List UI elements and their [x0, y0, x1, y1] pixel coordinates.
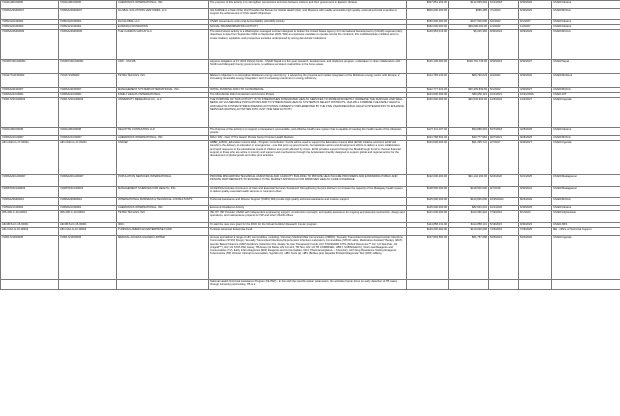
table-cell-office: USAID-DIT — [552, 93, 620, 98]
table-cell-start-date: 2/7/2017 — [489, 141, 519, 175]
table-cell-recipient: INTERNATIONAL BUSINESS & TECHNICAL CONSULTANTS — [117, 198, 209, 206]
table-cell-start-date: 5/19/2015 — [489, 223, 519, 228]
table-cell-description: To start the new core grant for the IFDC for the Virtual Fertilizer Research Center program. — [209, 223, 407, 228]
table-cell-description: HBBR_E.BOD_Education Cannot Wait - Program Contribution: Funds will be used to support the Education Cannot Wait (ECW) initiative and fund. ECW will transform the delivery of education in emergencies - one that joins up governments, humanitarian actors and development efforts to deliver a more collaborative and rapid response to the educational needs of children and youth affected by crises. ECW provides support through the Breakthrough Fund to channel financial support to those who are active in country and support and mechanisms through the Acceleration Facility designed to support global and regional actors for the development of global goods and other joint activities. — [209, 141, 407, 175]
table-cell-start-date: 6/27/2018 — [489, 128, 519, 136]
table-cell-obligated: $137,311,167.00 — [407, 128, 449, 136]
table-cell-description: The Asia Futures activity is a Washington-managed contract designed to bolster the United States Agency for International Development's (USAID) regional policy objectives in Asia from September 2024 to September 2029. With an expansive mandate to operate across the continent, this multidisciplinary initiative aims to create resilient, equitable, and prosperous societies underpinned by strong democratic institutions. — [209, 30, 407, 60]
table-row — [1, 228, 620, 236]
table-cell-obligated: $132,000,000.00 — [407, 175, 449, 187]
table-cell-recipient: CHEMONICS INTERNATIONAL, INC. — [117, 1, 209, 9]
table-cell-office: USAID/Afghanistan — [552, 211, 620, 223]
table-cell-recipient: UNICEF — [117, 141, 209, 175]
table-cell-obligated: $140,000,000.00 — [407, 98, 449, 128]
table-cell-award-id-a: 72052122C00001 — [1, 20, 59, 25]
table-cell-start-date: 7/19/2016 — [489, 211, 519, 223]
table-cell-award-id-b: 72068718CA00003 — [59, 187, 117, 198]
table-cell-obligated: $150,000,000.00 — [407, 20, 449, 25]
table-cell-award-id-b: 72061723CA00003 — [59, 98, 117, 128]
table-cell-end-date: 6/1/2027 — [519, 20, 552, 25]
table-cell-office: USAID/M/OAA — [552, 136, 620, 141]
table-cell-obligated: $121,000,000.00 — [407, 211, 449, 223]
table-cell-description: Economic Resilience Activity — [209, 206, 407, 211]
table-cell-obligated: $128,500,000.00 — [407, 187, 449, 198]
table-cell-description: procure and deliver a range of HIV commodities, including; Voluntary Medical Male Circumcision (VMMC); Sexually Transmitted Infections/Opportunistic Infections Commodities (STI/OI Drugs); Sexually Transmitted Infections/Opportunistic Infections Laboratory Commodities (STI/OI Labs); Medication Assisted Therapy (MAT); Gender Based Violence (GBV) Evidence Collection Kits; Ready-To-Use Therapeutic Foods; HIV STANDARD KITS (Abbott Determine™ 1/2, 1/2 Stat-Pak, 1/2 Unigold™), HIV 1/2 STAT-PAK Assay, TB Assay (GI Bethe HIV 1/2 a13, TB Test, HIV 1/2 TB COMBINED, HBST, SUBSCHECK); Viral Load Reagents and Consumables (TV); Early Infant Diagnosis (EID) Reagents and Consumables; CD4; Pharmacovigilance – Chemistry; HIV Drug Resistance Testing Reagents; Tuberculosis (TB) Clinical; Clinical Consumables, Syphilis (U), HBV Tests (q), HBV (Bottles (anti Hepatitis B Rapid Diagnostic Test (RDT) HBsAg — [209, 236, 407, 280]
table-cell-office: USAID/Uganda — [552, 98, 620, 128]
table-cell-obligated: $120,000,000.00 — [407, 228, 449, 236]
table-cell-recipient: MANAGEMENT SCIENCES FOR HEALTH, INC. — [117, 187, 209, 198]
table-cell-recipient: TETRA TECH ES, INC. — [117, 211, 209, 223]
table-cell-recipient: GLOBAL SOLUTIONS VENTURES, LLC — [117, 9, 209, 20]
table-cell-outlays: $123,826,000 — [449, 198, 489, 206]
table-cell-recipient: MANAGEMENT SYSTEMS INTERNATIONAL, INC. — [117, 88, 209, 93]
table-cell-end-date: 12/4/2027 — [519, 98, 552, 128]
table-cell-start-date: 10/25/2024 — [489, 198, 519, 206]
table-cell-award-id-b: 72066A24M00009 — [59, 30, 117, 60]
table-cell-outlays: $82,604,201 — [449, 206, 489, 211]
table-cell-end-date — [519, 280, 552, 290]
table-cell-office: USAID/Nepal — [552, 60, 620, 74]
table-cell-award-id-a: 72066A24M00010 — [1, 198, 59, 206]
table-cell-award-id-b: AID-BFS-IO-15-00001 — [59, 223, 117, 228]
table-cell-outlays — [449, 280, 489, 290]
table-cell-start-date: 5/25/2021 — [489, 236, 519, 280]
table-cell-office: USAID/Ukraine — [552, 20, 620, 25]
table-cell-award-id-a — [1, 280, 59, 290]
table-cell-office: USAID/Moldova — [552, 74, 620, 88]
table-cell-award-id-a: AID-OAA-G-16-00004 — [1, 228, 59, 236]
table-cell-award-id-a: 7204FP19CA00001 — [1, 60, 59, 74]
table-cell-start-date: 9/7/2018 — [489, 187, 519, 198]
table-cell-outlays: $46,309,839.66 — [449, 88, 489, 93]
table-cell-award-id-b: 72066A22F00007 — [59, 88, 117, 93]
table-cell-award-id-a: 72066A21C00007 — [1, 136, 59, 141]
table-cell-obligated: $137,863,581.00 — [407, 236, 449, 280]
table-cell-award-id-b: 72052122C00001 — [59, 20, 117, 25]
table-row — [1, 74, 620, 88]
table-cell-recipient: TUNISIAN-AMERICAN ENTERPRISE FUND — [117, 228, 209, 236]
table-cell-obligated: $144,783,130.00 — [407, 74, 449, 88]
table-cell-award-id-b: AID-OAA-G-16-00004 — [59, 228, 117, 236]
table-cell-end-date: 8/1/2023 — [519, 211, 552, 223]
table-cell-recipient: UNIVERSITY RESEARCH CO., LLC — [117, 98, 209, 128]
table-cell-end-date: 1/2/2027 — [519, 25, 552, 30]
table-cell-outlays: $66,050,119 — [449, 93, 489, 98]
table-cell-start-date: 10/1/2021 — [489, 93, 519, 98]
table-row — [1, 128, 620, 136]
table-cell-award-id-b: 72066A21C00007 — [59, 136, 117, 141]
table-cell-award-id-a: 72068718CA00003 — [1, 187, 59, 198]
table-cell-obligated: $114,858,131.00 — [407, 223, 449, 228]
table-cell-office: USAID/M/OAA — [552, 88, 620, 93]
table-cell-end-date: 10/31/2026 — [519, 93, 552, 98]
table-cell-recipient: THE CADMUS GROUP LLC — [117, 30, 209, 60]
table-cell-description: GH-SURGE is a Task Order that Provides the Bureau for Global Health (GH), and Missions with readily accessible high quality, external technical expertise to support the achievement of USG Health Objectives. — [209, 9, 407, 20]
table-cell-office — [552, 280, 620, 290]
table-row — [1, 30, 620, 60]
table-cell-office: USAID/M/OAA — [552, 9, 620, 20]
table-cell-office: USAID/Ukraine — [552, 25, 620, 30]
table-cell-obligated: $146,100,000.00 — [407, 60, 449, 74]
table-cell-start-date: 9/27/2021 — [489, 136, 519, 141]
table-cell-outlays: $107,000,000 — [449, 20, 489, 25]
table-row — [1, 9, 620, 20]
table-cell-recipient: CHEMONICS INTERNATIONAL, INC. — [117, 136, 209, 141]
table-cell-award-id-a: 72061721F00005 — [1, 236, 59, 280]
table-cell-description: ACCESS/Accelerate Continuum of Care and Essential Services Sustained: Strengthening Service Delivery to increase the capacity of the Malagasy health system to deliver quality essential health services in rural and urban. — [209, 187, 407, 198]
table-cell-award-id-a: 72052122C00003 — [1, 25, 59, 30]
table-cell-award-id-b: 72066A24M00007 — [59, 9, 117, 20]
table-cell-recipient — [117, 280, 209, 290]
table-cell-outlays: $109,791,746.00 — [449, 60, 489, 74]
table-cell-end-date: 7/26/2025 — [519, 228, 552, 236]
table-cell-recipient: POPULATION SERVICES INTERNATIONAL — [117, 175, 209, 187]
table-cell-start-date: 5/1/2022 — [489, 88, 519, 93]
table-cell-obligated: $149,953,013.00 — [407, 30, 449, 60]
table-cell-start-date: 12/5/2022 — [489, 98, 519, 128]
table-cell-outlays: $33,777,964 — [449, 136, 489, 141]
table-cell-award-id-a: 72021118C00006 — [1, 1, 59, 9]
table-cell-recipient: MEDICAL ACCESS UGANDA LIMITED — [117, 236, 209, 280]
table-cell-description: National Health Technical Assistance Program (NHTAP) - In line with the specific waiver parameters, the activities herein focus on early detection of TB cases through screening and testing, TB is a — [209, 280, 407, 290]
table-cell-recipient: CRS - USCCB — [117, 60, 209, 74]
table-cell-award-id-b: 72052021C00001 — [59, 206, 117, 211]
table-cell-end-date: 9/30/2026 — [519, 74, 552, 88]
table-cell-office: USAID/Madagascar — [552, 187, 620, 198]
table-cell-obligated: $125,000,000.00 — [407, 206, 449, 211]
table-cell-award-id-b: 72061721F00005 — [59, 236, 117, 280]
table-cell-start-date: 3/4/2022 — [489, 74, 519, 88]
table-cell-outlays: $81,757,086 — [449, 236, 489, 280]
table-cell-award-id-b: 72052121C00001 — [59, 25, 117, 30]
table-cell-office: USAID/Ukraine — [552, 206, 620, 211]
table-cell-end-date: 4/25/2025 — [519, 128, 552, 136]
table-cell-office: USAID/M/OAA — [552, 198, 620, 206]
table-cell-start-date: 9/30/2024 — [489, 30, 519, 60]
table-cell-award-id-a: 72052021C00001 — [1, 206, 59, 211]
table-cell-description: FRH / DIV - New: PTCs Award: Private Sector Frontier Health Markets — [209, 136, 407, 141]
table-cell-description: The purpose of this activity is to strengthen connections and trust between citizens and their government in Eastern Ukraine. — [209, 1, 407, 9]
table-cell-outlays: $114,690,922 — [449, 211, 489, 223]
table-cell-office: USAID/Ukraine — [552, 1, 620, 9]
table-cell-end-date: 5/24/2026 — [519, 236, 552, 280]
table-cell-outlays: $30,534,932.00 — [449, 98, 489, 128]
table-cell-outlays: $39,000,000.00 — [449, 25, 489, 30]
table-cell-outlays: $114,858,131 — [449, 223, 489, 228]
table-row — [1, 175, 620, 187]
table-cell-end-date: 4/30/2027 — [519, 88, 552, 93]
table-cell-recipient: EURASIA FOUNDATION — [117, 25, 209, 30]
table-cell-award-id-a: 72061723CA00003 — [1, 98, 59, 128]
table-cell-award-id-a: 306-306-C-16-00010 — [1, 211, 59, 223]
table-cell-end-date: 6/30/2029 — [519, 9, 552, 20]
table-cell-start-date: 1/3/2022 — [489, 25, 519, 30]
table-cell-end-date: 9/26/2026 — [519, 136, 552, 141]
table-cell-outlays: $696,485 — [449, 9, 489, 20]
table-cell-description: MEGA is objective is to strengthen Moldova's energy security by: 1 advancing the physical and market integration of the Moldovan energy sector with Europe; 2 increasing renewable energy integration; and 3 increasing investment in energy efficiency. — [209, 74, 407, 88]
table-cell-award-id-b: 72021118C00008 — [59, 128, 117, 136]
table-cell-recipient: DAI GLOBAL LLC — [117, 20, 209, 25]
table-cell-end-date: 9/30/2023 — [519, 223, 552, 228]
table-cell-obligated: $133,000,000.00 — [407, 141, 449, 175]
table-cell-start-date: 7/26/2016 — [489, 228, 519, 236]
table-cell-award-id-a: AID-BFS-IO-15-00001 — [1, 223, 59, 228]
table-body — [1, 1, 620, 290]
table-cell-start-date: 10/1/2020 — [489, 206, 519, 211]
table-cell-award-id-a: AID-OGD-G-17-00001 — [1, 141, 59, 175]
table-cell-award-id-b: 7204FP19CA00001 — [59, 60, 117, 74]
table-cell-award-id-b: AID-OGD-G-17-00001 — [59, 141, 117, 175]
table-cell-end-date: 9/30/2027 — [519, 141, 552, 175]
table-cell-award-id-b: 72066A24M00010 — [59, 198, 117, 206]
table-cell-description: Technical Assistance and Mission Support (TAMS) Will provide high-quality technical assistance and mission support — [209, 198, 407, 206]
table-cell-obligated: $152,000,000.00 — [407, 25, 449, 30]
table-cell-award-id-b: 306-306-C-16-00010 — [59, 211, 117, 223]
table-row — [1, 1, 620, 9]
table-cell-obligated: $125,000,000.00 — [407, 198, 449, 206]
table-cell-description: The Purpose of the activity is to support a transparent, accountable, and effective health care system that is capable of meeting the health needs of the Ukrainian people. — [209, 128, 407, 136]
table-cell-outlays: $142,825,694 — [449, 1, 489, 9]
table-cell-outlays: $120,000,000 — [449, 228, 489, 236]
table-cell-award-id-a: 72066A20CA00007 — [1, 175, 59, 187]
table-cell-description: Tunisian-American Enterprise Fund — [209, 228, 407, 236]
table-cell-outlays: $6,045,366 — [449, 30, 489, 60]
table-cell-recipient: TETRA TECH ES, INC. — [117, 74, 209, 88]
table-cell-description: INITIAL FUNDING FOR LTO CLOSURE/OAL — [209, 88, 407, 93]
table-cell-award-id-a: 72066A22F00007 — [1, 88, 59, 93]
table-cell-obligated: $500,000,000.00 — [407, 9, 449, 20]
table-cell-outlays: $128,500,000 — [449, 187, 489, 198]
table-cell-end-date: 9/30/2026 — [519, 1, 552, 9]
table-cell-end-date: 9/29/2029 — [519, 30, 552, 60]
table-cell-award-id-a: 72066A24M00009 — [1, 30, 59, 60]
table-cell-recipient: DELOITTE CONSULTING LLP — [117, 128, 209, 136]
table-cell-recipient: CHEMONICS INTERNATIONAL, INC. — [117, 206, 209, 211]
table-cell-office: USAID/Madagascar — [552, 175, 620, 187]
table-row — [1, 236, 620, 280]
table-cell-end-date: 8/24/2029 — [519, 198, 552, 206]
table-cell-office: USAID/M/OAA — [552, 30, 620, 60]
table-cell-award-id-b: 7201171S05002 — [59, 74, 117, 88]
table-cell-description: ISF-OT: ISP Provider USAID with Independent engineering support, construction oversight, and quality assurance for ongoing and planned construction, design and operations, and maintenance projects for ISP and other USAID offices — [209, 211, 407, 223]
table-cell-award-id-b: 72021118C00006 — [59, 1, 117, 9]
table-cell-office: USAID-BFS — [552, 223, 620, 228]
table-row — [1, 211, 620, 223]
table-row — [1, 198, 620, 206]
table-cell-end-date: 9/30/2024 — [519, 187, 552, 198]
table-cell-start-date: 6/2/2022 — [489, 20, 519, 25]
table-cell-office: USAID/Uganda — [552, 141, 620, 175]
table-cell-outlays: $91,295,741 — [449, 141, 489, 175]
table-cell-outlays: $94,868,391 — [449, 128, 489, 136]
table-cell-recipient: IFDC — [117, 223, 209, 228]
table-cell-obligated: $143,000,000.00 — [407, 93, 449, 98]
table-cell-award-id-a: 72021118C00008 — [1, 128, 59, 136]
table-cell-office: ME - Office of Technical Support — [552, 228, 620, 236]
table-cell-obligated: $327,851,252.00 — [407, 1, 449, 9]
table-cell-award-id-b: 72066A21C00001 — [59, 93, 117, 98]
table-cell-award-id-a: 72066A24M00007 — [1, 9, 59, 20]
table-cell-description: SOCIAL TRANSFORMATION ACTIVITY — [209, 25, 407, 30]
table-cell-outlays: $80,790,023 — [449, 74, 489, 88]
table-cell-outlays: $91,142,160.00 — [449, 175, 489, 187]
table-cell-description: The Microbicide 2021 Introduction and Access Project — [209, 93, 407, 98]
table-cell-start-date: 10/1/2018 — [489, 1, 519, 9]
table-cell-start-date: 9/30/2019 — [489, 60, 519, 74]
table-cell-end-date: 6/21/2025 — [519, 175, 552, 187]
table-cell-award-id-a: 72066A21C00001 — [1, 93, 59, 98]
table-cell-start-date — [489, 280, 519, 290]
table-row — [1, 98, 620, 128]
table-cell-end-date: 6/30/2025 — [519, 206, 552, 211]
table-cell-description: USAID Governance and Local Accountability (AGORA) Activity — [209, 20, 407, 25]
table-cell-recipient: FAMILY HEALTH INTERNATIONAL — [117, 93, 209, 98]
table-row — [1, 187, 620, 198]
table-cell-start-date: 6/22/2020 — [489, 175, 519, 187]
table-cell-start-date: 7/1/2024 — [489, 9, 519, 20]
table-cell-office: USAID/Ukraine — [552, 128, 620, 136]
table-cell-description: PROVIDE MNCH/FP/RH TECHNICAL ASSISTANCE AND CAPACITY BUILDING TO PRIVATE HEALTHCARE PROVIDERS AND EXPANDING PUBLIC AND PRIVATE PARTNERSHIPS TO ENSURE A TOTAL MARKET APPROACH FOR IMPROVED HEALTH CARE COVERAGE — [209, 175, 407, 187]
table-row — [1, 60, 620, 74]
table-row — [1, 280, 620, 290]
table-cell-award-id-a: 720117721F00002 — [1, 74, 59, 88]
table-cell-obligated — [407, 280, 449, 290]
table-row — [1, 141, 620, 175]
table-cell-obligated: $142,777,323.00 — [407, 88, 449, 93]
table-cell-award-id-b: 72066A20CA00007 — [59, 175, 117, 187]
table-cell-award-id-b — [59, 280, 117, 290]
table-cell-end-date: 9/30/2027 — [519, 60, 552, 74]
table-cell-description: THE PURPOSE OF THIS ACTIVITY IS TO STRENGTHEN INTEGRATED HEALTH SERVICES TO MORE EFFICIENTLY INCREASE THE SURVIVAL AND WELL-BEING OF VULNERABLE POPULATIONS AND TO STRENGTHEN HEALTH SYSTEMS IN SELECT DISTRICTS. UHA WILL COMBINE THE FAMILY HEALTH AND HEALTH SYSTEM STRENGTHENING ACTIVITIES CURRENTLY IMPLEMENTED BY THE FIVE USAID/REGIONAL HEALTH INTEGRATION TO ENHANCE SERVICES (RHITES) ACTIVITIES INTO JUST ONE NEW ACTIVITY. — [209, 98, 407, 128]
table-cell-office: USAID/Uganda — [552, 236, 620, 280]
table-cell-description: Approve obligation of FY 2019 JSG(a) funds - USAID Nepal is a five-year research, development, and resilience program, undertaken in close collaboration with Sindhi and Marsyadi County governments, to address persistent malnutrition in the focus areas. — [209, 60, 407, 74]
table-cell-obligated: $134,768,664.00 — [407, 136, 449, 141]
